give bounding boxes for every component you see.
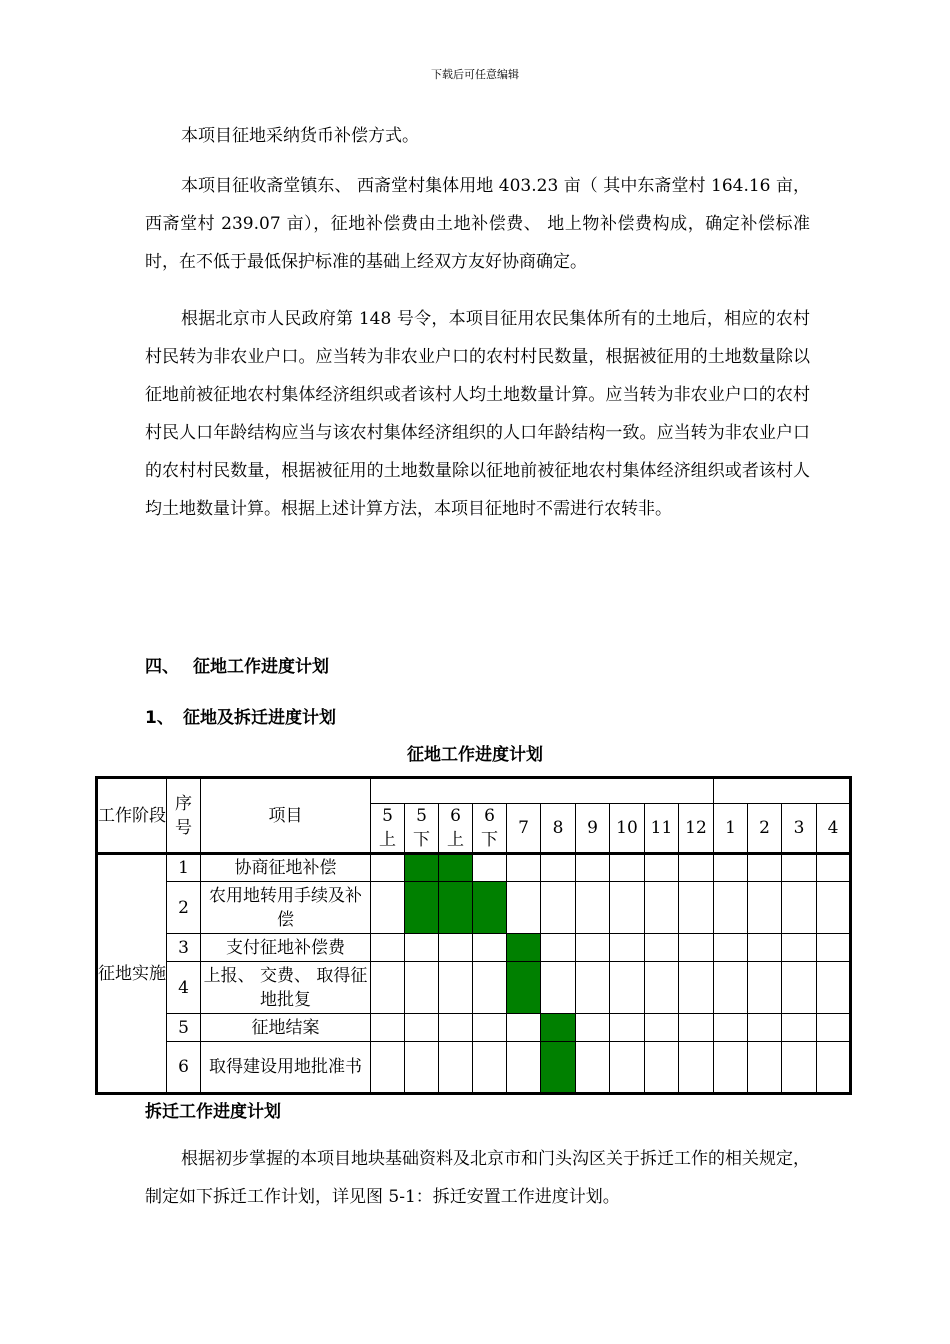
gantt-cell <box>714 1014 748 1042</box>
paragraph-land-acquisition: 本项目征收斋堂镇东、 西斋堂村集体用地 403.23 亩（ 其中东斋堂村 164.16 亩， 西斋堂村 239.07 亩），征地补偿费由土地补偿费、 地上物补偿费构成，确定补偿标准时，在不低于最低保护标准的基础上经双方友好协商确定。 <box>145 176 810 272</box>
gantt-cell <box>371 962 405 1014</box>
gantt-cell <box>507 882 541 934</box>
gantt-cell <box>473 1042 507 1094</box>
gantt-cell <box>371 1014 405 1042</box>
gantt-cell <box>439 934 473 962</box>
gantt-cell <box>541 882 576 934</box>
header-year-group-2 <box>714 778 851 804</box>
gantt-cell <box>748 1014 782 1042</box>
gantt-cell <box>645 962 679 1014</box>
gantt-cell <box>610 882 645 934</box>
gantt-cell <box>371 882 405 934</box>
paragraph-household-conversion: 根据北京市人民政府第 148 号令，本项目征用农民集体所有的土地后，相应的农村村民转为非农业户口。应当转为非农业户口的农村村民数量，根据被征用的土地数量除以征地前被征地农村集体经济组织或者该村人均土地数量计算。应当转为非农业户口的农村村民人口年龄结构应当与该农村集体经济组织的人口年龄结构一致。应当转为非农业户口的农村村民数量，根据被征用的土地数量除以征地前被征地农村集体经济组织或者该村人均土地数量计算。根据上述计算方法，本项目征地时不需进行农转非。 <box>145 309 810 519</box>
item-cell: 支付征地补偿费 <box>201 934 371 962</box>
item-cell: 协商征地补偿 <box>201 854 371 882</box>
table-row <box>97 882 851 934</box>
month-header: 5 上 <box>371 804 405 854</box>
gantt-cell <box>645 1042 679 1094</box>
gantt-cell <box>817 1014 851 1042</box>
item-cell: 征地结案 <box>201 1014 371 1042</box>
gantt-cell <box>782 882 817 934</box>
subsection-number: 1、 <box>145 708 174 728</box>
gantt-cell <box>610 1014 645 1042</box>
seq-cell: 2 <box>167 882 201 934</box>
item-cell: 取得建设用地批准书 <box>201 1042 371 1094</box>
gantt-bar <box>439 854 473 882</box>
header-stage: 工作阶段 <box>97 778 167 854</box>
gantt-cell <box>576 962 610 1014</box>
gantt-cell <box>645 882 679 934</box>
gantt-cell <box>817 854 851 882</box>
month-header: 4 <box>817 804 851 854</box>
gantt-cell <box>507 854 541 882</box>
section-number: 四、 <box>145 657 179 677</box>
month-header: 5 下 <box>405 804 439 854</box>
gantt-cell <box>371 1042 405 1094</box>
seq-cell: 5 <box>167 1014 201 1042</box>
item-cell: 上报、 交费、 取得征地批复 <box>201 962 371 1014</box>
gantt-cell <box>541 962 576 1014</box>
table-row <box>97 854 851 882</box>
paragraph-demolition-plan: 根据初步掌握的本项目地块基础资料及北京市和门头沟区关于拆迁工作的相关规定，制定如下拆迁工作计划，详见图 5-1：拆迁安置工作进度计划。 <box>145 1149 810 1207</box>
gantt-cell <box>782 1014 817 1042</box>
gantt-cell <box>473 934 507 962</box>
gantt-cell <box>405 962 439 1014</box>
gantt-bar <box>405 882 439 934</box>
header-year-group-1 <box>371 778 714 804</box>
gantt-bar <box>541 1014 576 1042</box>
schedule-body <box>97 854 851 1094</box>
gantt-cell <box>439 962 473 1014</box>
gantt-bar <box>473 882 507 934</box>
gantt-cell <box>782 934 817 962</box>
header-item: 项目 <box>201 778 371 854</box>
section-title: 征地工作进度计划 <box>193 657 329 677</box>
table-row <box>97 934 851 962</box>
gantt-cell <box>714 882 748 934</box>
month-header: 12 <box>679 804 714 854</box>
gantt-cell <box>610 934 645 962</box>
gantt-cell <box>748 854 782 882</box>
seq-cell: 1 <box>167 854 201 882</box>
month-header: 10 <box>610 804 645 854</box>
gantt-cell <box>541 934 576 962</box>
gantt-cell <box>679 854 714 882</box>
gantt-cell <box>576 854 610 882</box>
gantt-cell <box>679 1042 714 1094</box>
gantt-bar <box>405 854 439 882</box>
gantt-cell <box>541 854 576 882</box>
month-header: 6 上 <box>439 804 473 854</box>
month-header: 6 下 <box>473 804 507 854</box>
gantt-cell <box>473 1014 507 1042</box>
seq-cell: 4 <box>167 962 201 1014</box>
gantt-bar <box>507 934 541 962</box>
gantt-cell <box>714 962 748 1014</box>
subsection-title: 征地及拆迁进度计划 <box>183 708 336 728</box>
demolition-heading: 拆迁工作进度计划 <box>145 1102 281 1122</box>
gantt-cell <box>748 882 782 934</box>
gantt-bar <box>507 962 541 1014</box>
gantt-cell <box>748 934 782 962</box>
stage-cell: 征地实施 <box>97 854 167 1094</box>
gantt-bar <box>541 1042 576 1094</box>
gantt-cell <box>439 1014 473 1042</box>
gantt-cell <box>748 1042 782 1094</box>
month-header: 11 <box>645 804 679 854</box>
seq-cell: 6 <box>167 1042 201 1094</box>
gantt-cell <box>714 934 748 962</box>
gantt-cell <box>507 1042 541 1094</box>
gantt-cell <box>645 1014 679 1042</box>
gantt-cell <box>439 1042 473 1094</box>
section-heading-4 <box>145 652 329 677</box>
table-row <box>97 1042 851 1094</box>
gantt-cell <box>576 1042 610 1094</box>
gantt-cell <box>817 882 851 934</box>
gantt-cell <box>679 1014 714 1042</box>
table-title: 征地工作进度计划 <box>407 745 543 765</box>
gantt-cell <box>405 1014 439 1042</box>
seq-cell: 3 <box>167 934 201 962</box>
month-header: 8 <box>541 804 576 854</box>
gantt-cell <box>473 854 507 882</box>
gantt-cell <box>473 962 507 1014</box>
item-cell: 农用地转用手续及补偿 <box>201 882 371 934</box>
gantt-bar <box>439 882 473 934</box>
gantt-cell <box>679 962 714 1014</box>
month-header: 9 <box>576 804 610 854</box>
gantt-cell <box>576 934 610 962</box>
month-header: 1 <box>714 804 748 854</box>
subsection-heading-1 <box>145 703 336 728</box>
gantt-cell <box>405 1042 439 1094</box>
page-header: 下载后可任意编辑 <box>431 68 519 81</box>
gantt-cell <box>817 962 851 1014</box>
gantt-cell <box>507 1014 541 1042</box>
gantt-cell <box>405 934 439 962</box>
table-row <box>97 1014 851 1042</box>
gantt-cell <box>748 962 782 1014</box>
header-seq: 序号 <box>167 778 201 854</box>
gantt-cell <box>371 854 405 882</box>
gantt-cell <box>645 934 679 962</box>
gantt-cell <box>782 962 817 1014</box>
gantt-cell <box>371 934 405 962</box>
gantt-cell <box>817 1042 851 1094</box>
paragraph-compensation-method: 本项目征地采纳货币补偿方式。 <box>181 126 419 146</box>
month-header: 3 <box>782 804 817 854</box>
gantt-cell <box>782 1042 817 1094</box>
table-row <box>97 962 851 1014</box>
gantt-cell <box>714 1042 748 1094</box>
month-header: 2 <box>748 804 782 854</box>
gantt-cell <box>782 854 817 882</box>
gantt-cell <box>645 854 679 882</box>
gantt-cell <box>714 854 748 882</box>
gantt-cell <box>576 1014 610 1042</box>
gantt-cell <box>679 934 714 962</box>
gantt-cell <box>817 934 851 962</box>
month-header: 7 <box>507 804 541 854</box>
gantt-cell <box>610 854 645 882</box>
schedule-table <box>95 776 852 1095</box>
gantt-cell <box>610 1042 645 1094</box>
gantt-cell <box>679 882 714 934</box>
gantt-cell <box>576 882 610 934</box>
gantt-cell <box>610 962 645 1014</box>
